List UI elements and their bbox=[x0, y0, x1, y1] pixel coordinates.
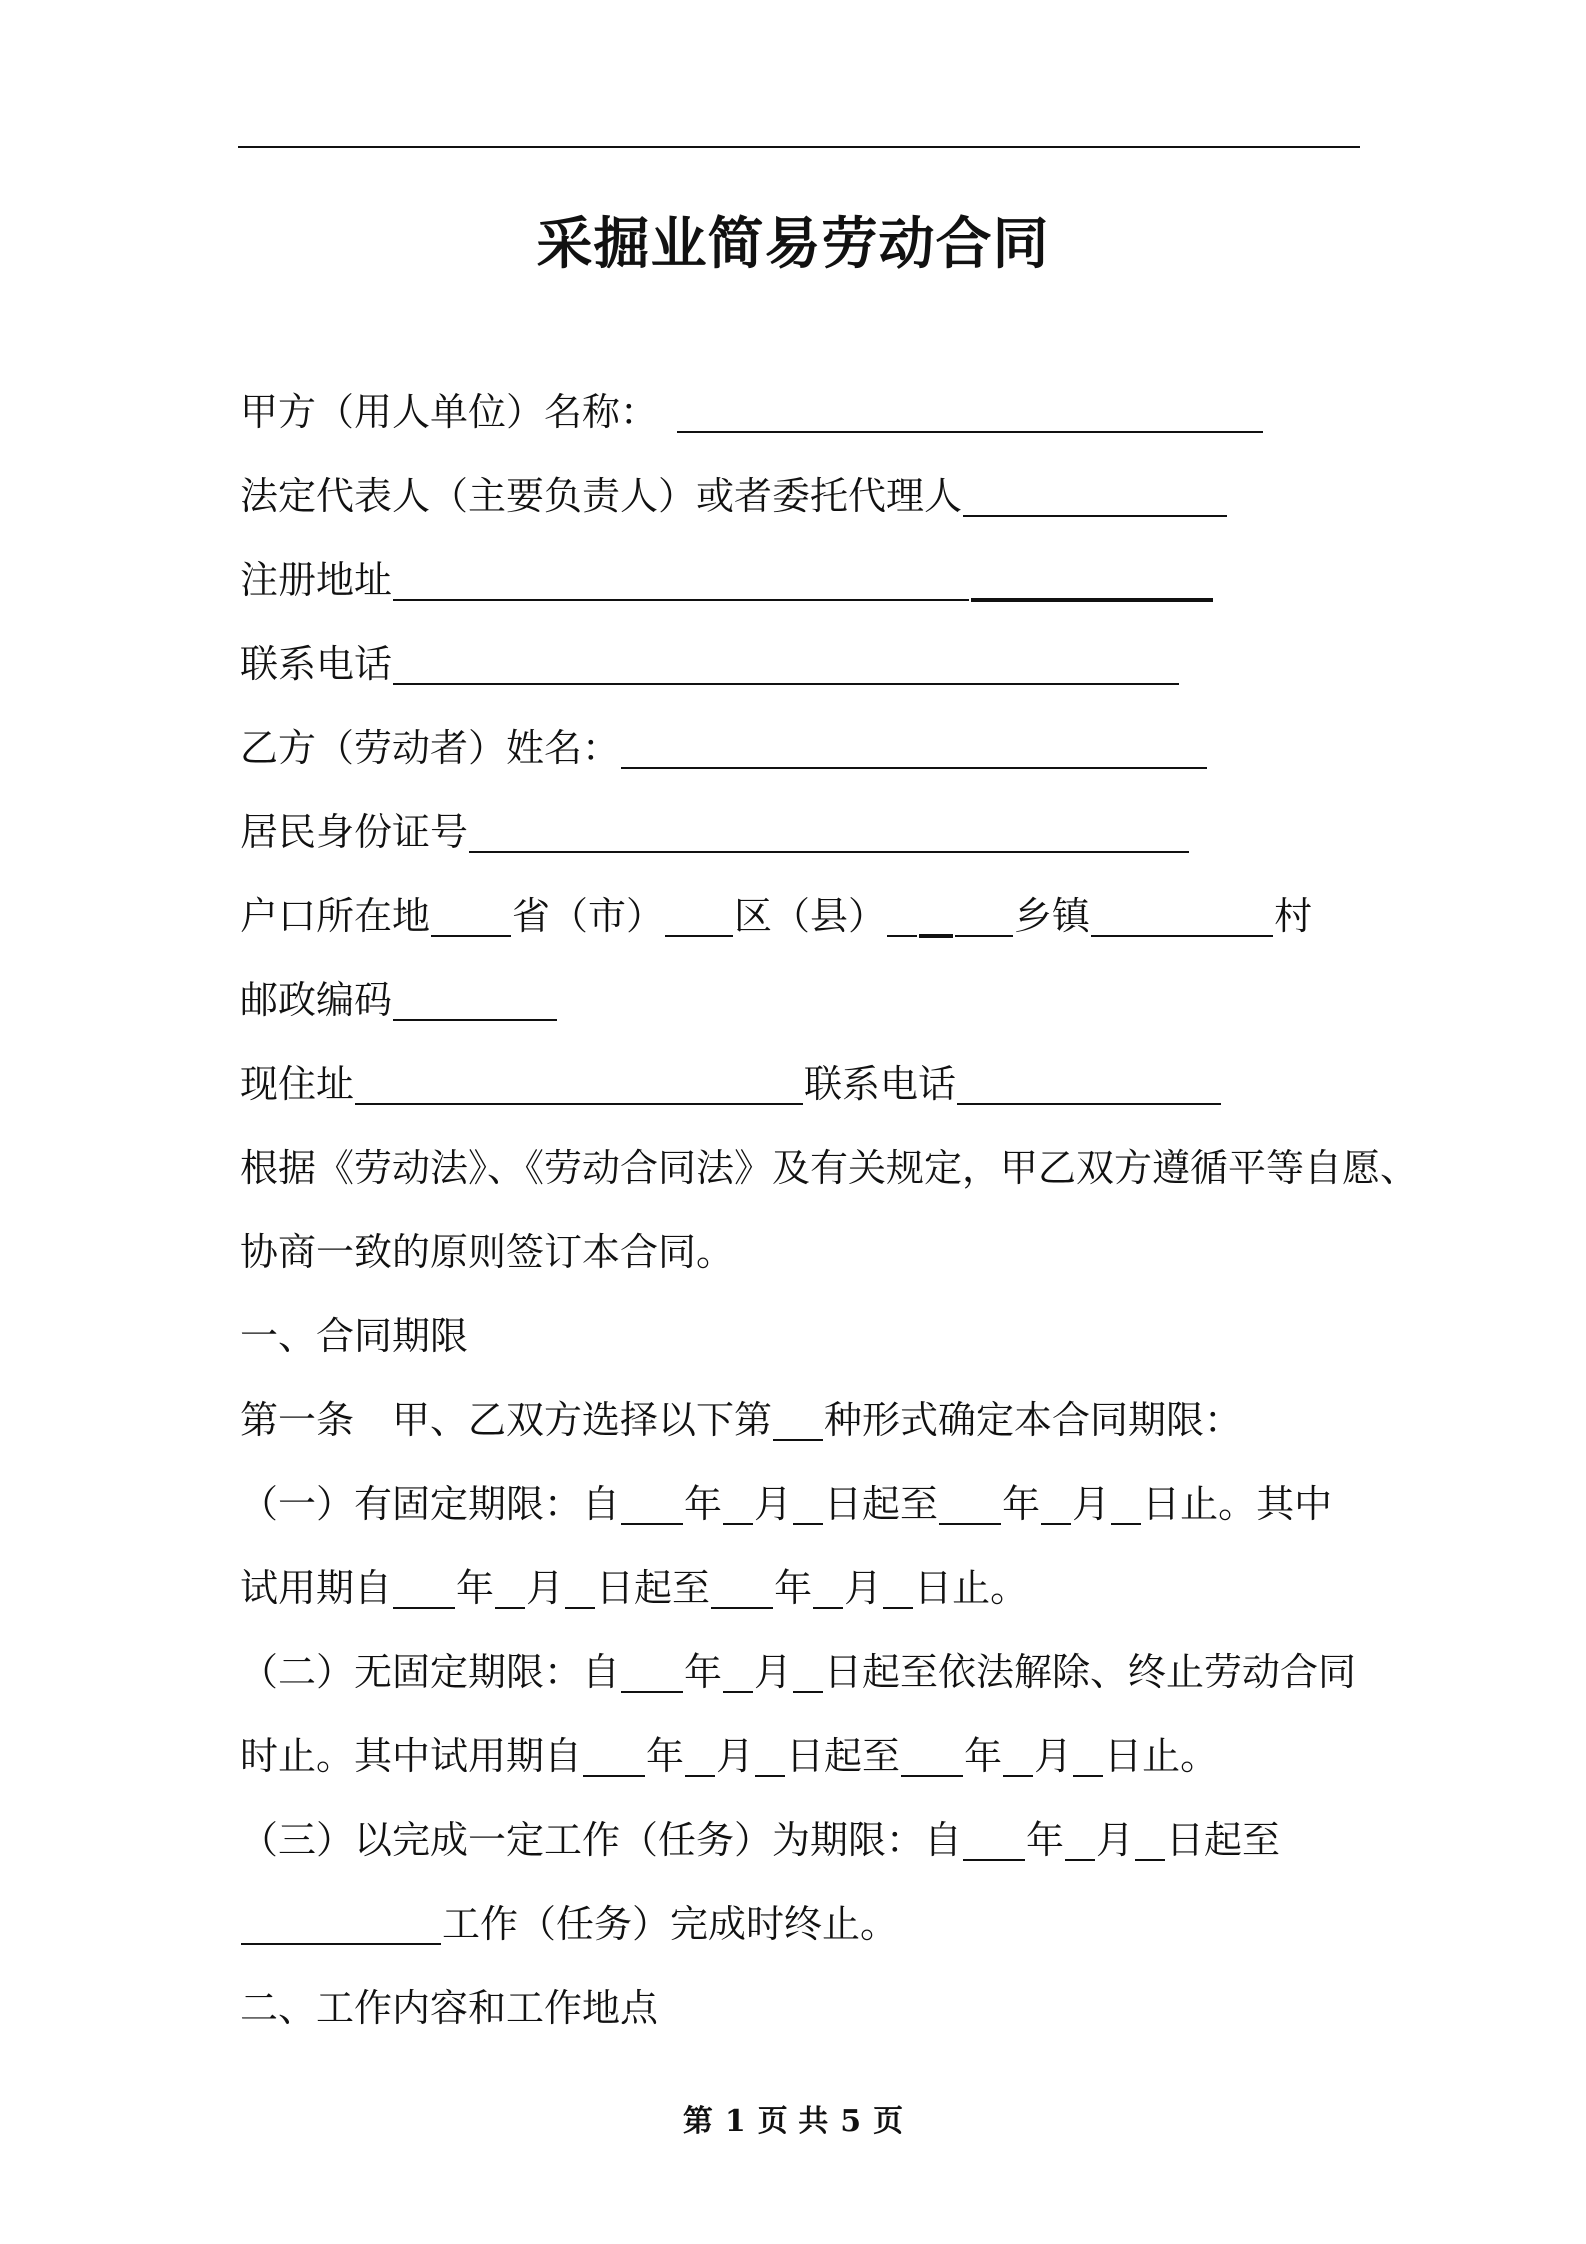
nf-trial-year-blank bbox=[583, 1771, 645, 1777]
trial-month-end-label: 月 bbox=[844, 1566, 883, 1610]
article1-line bbox=[240, 1378, 1380, 1462]
hukou-town-blank-c bbox=[955, 931, 1013, 937]
legal-rep-line bbox=[240, 454, 1380, 538]
nf-trial-year-label: 年 bbox=[646, 1734, 685, 1778]
trial-day-from-label: 日起至 bbox=[596, 1566, 711, 1610]
current-address-line bbox=[240, 1042, 1380, 1126]
nonfixed-month-blank bbox=[723, 1687, 753, 1693]
fixed-year-blank bbox=[621, 1519, 683, 1525]
id-number-blank bbox=[469, 847, 1189, 853]
section2-heading-line bbox=[240, 1966, 1380, 2050]
hukou-line bbox=[240, 874, 1380, 958]
footer-prefix: 第 bbox=[682, 2104, 713, 2139]
nonfixed-year-blank bbox=[621, 1687, 683, 1693]
phone-b-blank bbox=[957, 1099, 1221, 1105]
task-month-label: 月 bbox=[1096, 1818, 1135, 1862]
party-b-blank bbox=[621, 763, 1207, 769]
nf-trial-day-from-label: 日起至 bbox=[786, 1734, 901, 1778]
phone-a-blank bbox=[393, 679, 1179, 685]
section1-heading-line bbox=[240, 1294, 1380, 1378]
section2-heading: 二、工作内容和工作地点 bbox=[240, 1986, 659, 2030]
task-term-text-b: 日起至 bbox=[1166, 1818, 1281, 1862]
hukou-label: 户口所在地 bbox=[240, 894, 431, 938]
nonfixed-year-label: 年 bbox=[684, 1650, 723, 1694]
nf-trial-day-blank bbox=[755, 1771, 785, 1777]
hukou-town-blank-b bbox=[919, 930, 953, 938]
section1-heading: 一、合同期限 bbox=[240, 1314, 469, 1358]
nf-trial-month-blank bbox=[685, 1771, 715, 1777]
fixed-month-blank bbox=[723, 1519, 753, 1525]
nonfixed-day-blank bbox=[793, 1687, 823, 1693]
fixed-day-blank bbox=[793, 1519, 823, 1525]
intro-text-2: 协商一致的原则签订本合同。 bbox=[240, 1230, 735, 1274]
trial-month-label: 月 bbox=[526, 1566, 565, 1610]
task-year-label: 年 bbox=[1026, 1818, 1065, 1862]
intro-line-1 bbox=[240, 1126, 1419, 1210]
reg-address-blank bbox=[393, 595, 969, 601]
nonfixed-term-text-b: 日起至依法解除、终止劳动合同 bbox=[824, 1650, 1357, 1694]
nonfixed-month-label: 月 bbox=[754, 1650, 793, 1694]
trial-day-end-label: 日止。 bbox=[914, 1566, 1029, 1610]
reg-address-blank-2 bbox=[971, 594, 1213, 602]
hukou-village-blank bbox=[1091, 931, 1273, 937]
nonfixed-term-line bbox=[240, 1630, 1380, 1714]
party-b-line bbox=[240, 706, 1380, 790]
nf-trial-month-end-label: 月 bbox=[1034, 1734, 1073, 1778]
postcode-label: 邮政编码 bbox=[240, 978, 393, 1022]
nonfixed-term-text: （二）无固定期限：自 bbox=[240, 1650, 621, 1694]
reg-address-label: 注册地址 bbox=[240, 558, 393, 602]
article1-blank bbox=[773, 1435, 823, 1441]
nf-trial-day-end-blank bbox=[1073, 1771, 1103, 1777]
party-b-label: 乙方（劳动者）姓名： bbox=[240, 726, 621, 770]
trial-year-end-label: 年 bbox=[774, 1566, 813, 1610]
page-footer bbox=[0, 2096, 1586, 2140]
fixed-month-label: 月 bbox=[754, 1482, 793, 1526]
nf-trial-month-label: 月 bbox=[716, 1734, 755, 1778]
fixed-term-line bbox=[240, 1462, 1380, 1546]
task-day-blank bbox=[1135, 1855, 1165, 1861]
party-a-blank bbox=[677, 427, 1263, 433]
trial-month-blank bbox=[495, 1603, 525, 1609]
nonfixed-trial-line bbox=[240, 1714, 1380, 1798]
postcode-line bbox=[240, 958, 1380, 1042]
current-address-label: 现住址 bbox=[240, 1062, 355, 1106]
fixed-month-end-blank bbox=[1041, 1519, 1071, 1525]
postcode-blank bbox=[393, 1015, 557, 1021]
article1-text-a: 第一条 甲、乙双方选择以下第 bbox=[240, 1398, 773, 1442]
fixed-term-text: （一）有固定期限：自 bbox=[240, 1482, 621, 1526]
nf-trial-day-end-label: 日止。 bbox=[1104, 1734, 1219, 1778]
task-end-blank bbox=[241, 1939, 441, 1945]
fixed-year-end-label: 年 bbox=[1002, 1482, 1041, 1526]
hukou-province-blank bbox=[431, 931, 511, 937]
legal-rep-label: 法定代表人（主要负责人）或者委托代理人 bbox=[240, 474, 963, 518]
party-a-line bbox=[240, 370, 1380, 454]
nf-trial-year-end-blank bbox=[901, 1771, 963, 1777]
intro-line-2 bbox=[240, 1210, 1380, 1294]
trial-year-end-blank bbox=[711, 1603, 773, 1609]
phone-b-label: 联系电话 bbox=[804, 1062, 957, 1106]
fixed-year-end-blank bbox=[939, 1519, 1001, 1525]
fixed-year-label: 年 bbox=[684, 1482, 723, 1526]
trial-year-blank bbox=[393, 1603, 455, 1609]
task-year-blank bbox=[963, 1855, 1025, 1861]
fixed-trial-text: 试用期自 bbox=[240, 1566, 393, 1610]
hukou-district-blank bbox=[665, 931, 733, 937]
document-title: 采掘业简易劳动合同 bbox=[536, 212, 1050, 277]
hukou-province-label: 省（市） bbox=[512, 894, 665, 938]
nf-trial-year-end-label: 年 bbox=[964, 1734, 1003, 1778]
nonfixed-trial-text: 时止。其中试用期自 bbox=[240, 1734, 583, 1778]
task-term-line bbox=[240, 1798, 1380, 1882]
fixed-month-end-label: 月 bbox=[1072, 1482, 1111, 1526]
hukou-town-blank-a bbox=[887, 931, 917, 937]
trial-day-blank bbox=[565, 1603, 595, 1609]
fixed-tail-text: 日止。其中 bbox=[1142, 1482, 1333, 1526]
trial-month-end-blank bbox=[813, 1603, 843, 1609]
fixed-day-from-label: 日起至 bbox=[824, 1482, 939, 1526]
legal-rep-blank bbox=[963, 511, 1227, 517]
id-number-label: 居民身份证号 bbox=[240, 810, 469, 854]
trial-day-end-blank bbox=[883, 1603, 913, 1609]
task-month-blank bbox=[1065, 1855, 1095, 1861]
fixed-trial-line bbox=[240, 1546, 1380, 1630]
phone-a-label: 联系电话 bbox=[240, 642, 393, 686]
nf-trial-month-end-blank bbox=[1003, 1771, 1033, 1777]
footer-total-pages: 5 bbox=[840, 2104, 862, 2139]
hukou-village-label: 村 bbox=[1274, 894, 1313, 938]
task-term-text: （三）以完成一定工作（任务）为期限：自 bbox=[240, 1818, 963, 1862]
id-number-line bbox=[240, 790, 1380, 874]
task-end-line bbox=[240, 1882, 1380, 1966]
fixed-day-end-blank bbox=[1111, 1519, 1141, 1525]
reg-address-line bbox=[240, 538, 1380, 622]
hukou-town-label: 乡镇 bbox=[1014, 894, 1091, 938]
footer-middle: 页 共 bbox=[757, 2104, 829, 2139]
task-end-text: 工作（任务）完成时终止。 bbox=[442, 1902, 899, 1946]
phone-a-line bbox=[240, 622, 1380, 706]
current-address-blank bbox=[355, 1099, 803, 1105]
intro-text-1: 根据《劳动法》、《劳动合同法》及有关规定，甲乙双方遵循平等自愿、 bbox=[240, 1146, 1419, 1190]
party-a-label: 甲方（用人单位）名称： bbox=[240, 390, 659, 434]
article1-text-b: 种形式确定本合同期限： bbox=[824, 1398, 1243, 1442]
contract-body bbox=[240, 370, 1419, 2050]
footer-suffix: 页 bbox=[873, 2104, 904, 2139]
header-rule bbox=[238, 146, 1360, 148]
hukou-district-label: 区（县） bbox=[734, 894, 887, 938]
footer-page-number: 1 bbox=[724, 2104, 746, 2139]
trial-year-label: 年 bbox=[456, 1566, 495, 1610]
